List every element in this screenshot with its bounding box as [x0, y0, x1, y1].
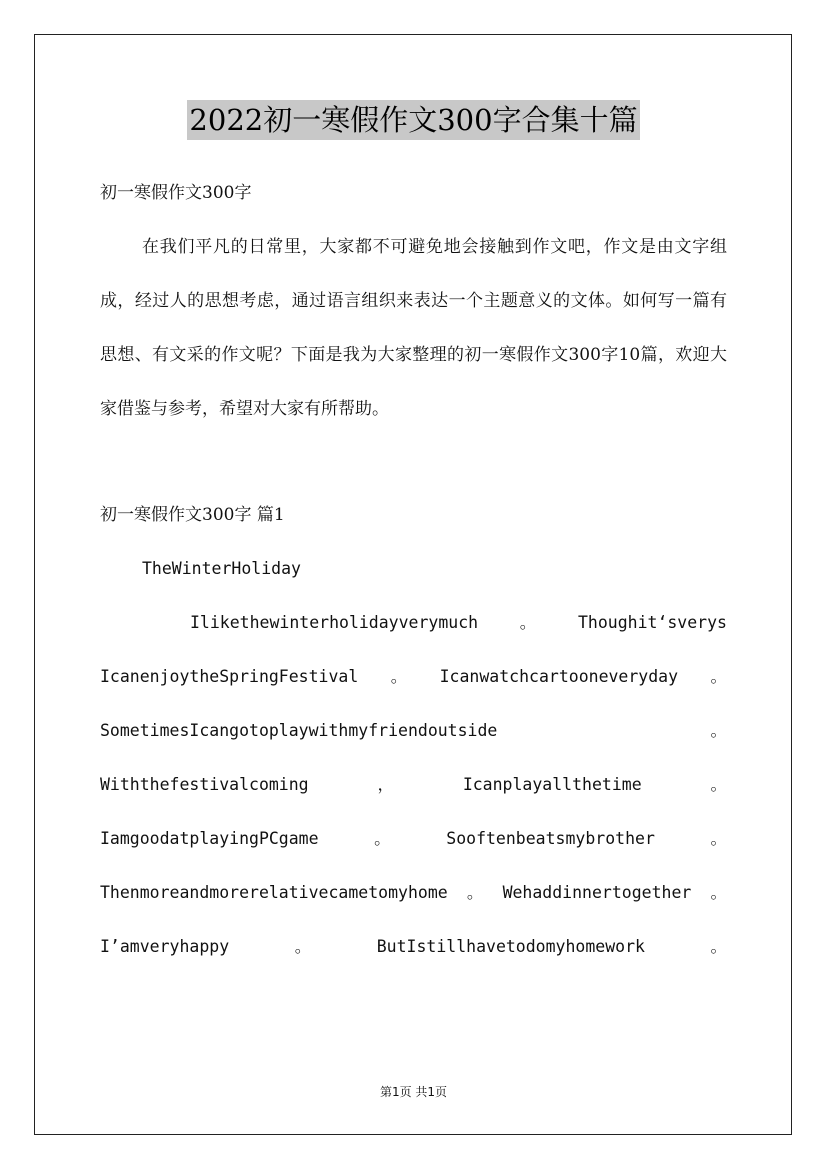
- english-text: Thoughit‘sverys: [577, 613, 727, 632]
- english-text: SometimesIcangotoplaywithmyfriendoutside: [100, 721, 498, 740]
- english-line: [100, 920, 727, 974]
- english-text: Icanplayallthetime: [462, 775, 642, 794]
- english-line: [100, 704, 727, 758]
- intro-paragraph: 在我们平凡的日常里，大家都不可避免地会接触到作文吧，作文是由文字组成，经过人的思想考虑，通过语言组织来表达一个主题意义的文体。如何写一篇有思想、有文采的作文呢？下面是我为大家整理的初一寒假作文300字10篇，欢迎大家借鉴与参考，希望对大家有所帮助。: [100, 237, 727, 419]
- section-heading: 初一寒假作文300字: [100, 183, 252, 203]
- article-heading: 初一寒假作文300字 篇1: [100, 505, 285, 525]
- document-body: [100, 166, 727, 974]
- english-line: [100, 758, 727, 812]
- english-punct: 。: [710, 667, 727, 686]
- english-text: IamgoodatplayingPCgame: [100, 829, 319, 848]
- page-footer: 第1页 共1页: [379, 1085, 448, 1099]
- english-punct: 。: [466, 883, 484, 902]
- english-text: ButIstillhavetodomyhomework: [376, 937, 645, 956]
- english-line: [100, 596, 727, 650]
- english-text: Sooftenbeatsmybrother: [446, 829, 655, 848]
- title-wrap: [0, 100, 827, 140]
- document-title: 2022初一寒假作文300字合集十篇: [187, 100, 639, 140]
- english-punct: 。: [294, 937, 312, 956]
- english-text: Withthefestivalcoming: [100, 775, 309, 794]
- english-title: TheWinterHoliday: [142, 559, 301, 578]
- english-text: Icanwatchcartooneveryday: [439, 667, 679, 686]
- english-punct: 。: [710, 937, 727, 956]
- english-punct: 。: [710, 721, 727, 740]
- english-punct: 。: [390, 667, 408, 686]
- english-line: [100, 866, 727, 920]
- english-text: Ilikethewinterholidayverymuch: [190, 613, 479, 632]
- english-punct: 。: [710, 883, 727, 902]
- english-text: Wehaddinnertogether: [502, 883, 692, 902]
- english-punct: 。: [710, 829, 727, 848]
- english-line: [100, 812, 727, 866]
- english-text: IcanenjoytheSpringFestival: [100, 667, 359, 686]
- english-text: I’amveryhappy: [100, 937, 230, 956]
- english-punct: 。: [710, 775, 727, 794]
- english-punct: 。: [519, 613, 537, 632]
- english-text: Thenmoreandmorerelativecametomyhome: [100, 883, 448, 902]
- spacer: [100, 436, 727, 488]
- english-line: [100, 650, 727, 704]
- english-punct: 。: [374, 829, 391, 848]
- english-punct: ，: [377, 775, 394, 794]
